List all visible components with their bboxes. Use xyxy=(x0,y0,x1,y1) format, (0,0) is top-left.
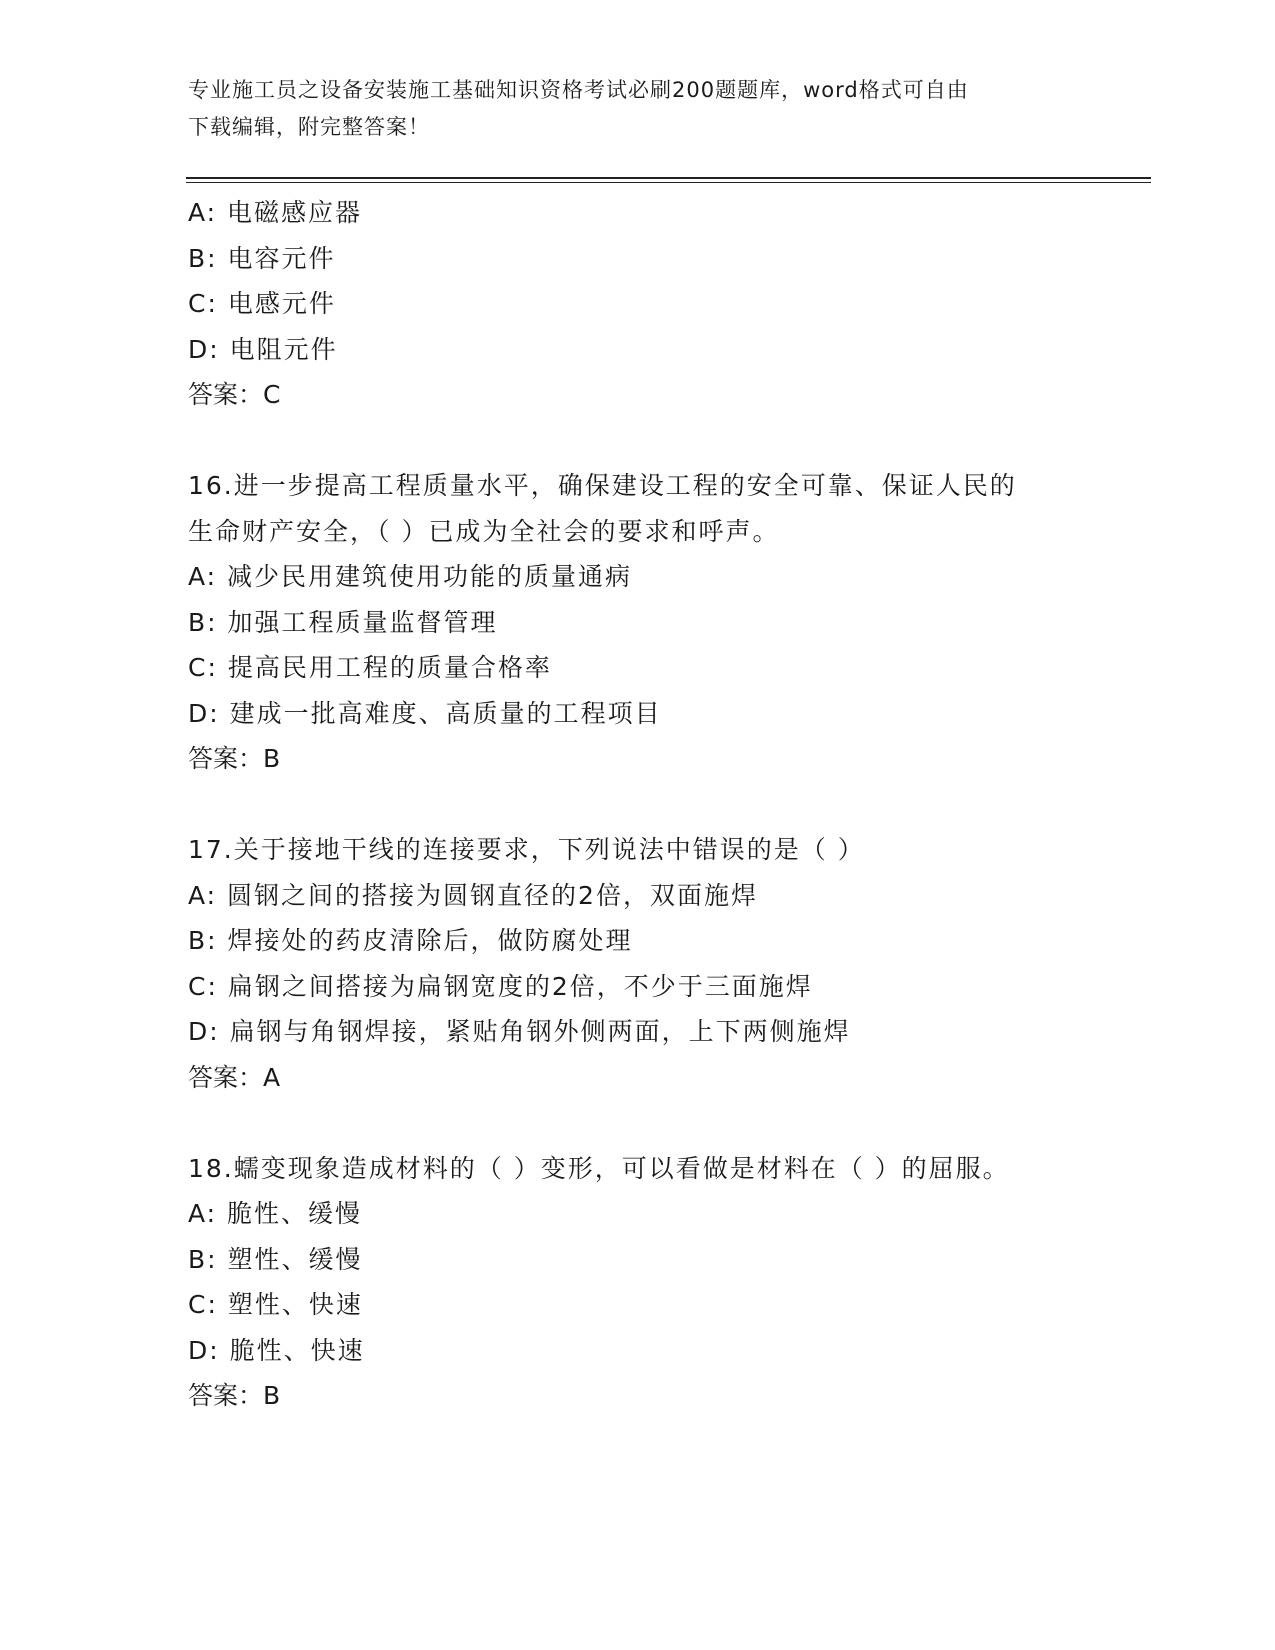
option-c: C: 塑性、快速 xyxy=(188,1290,363,1319)
option-b: B: 加强工程质量监督管理 xyxy=(188,607,498,637)
option-c: C: 提高民用工程的质量合格率 xyxy=(188,653,552,682)
option-b: B: 电容元件 xyxy=(188,243,336,273)
spacer xyxy=(188,1100,1148,1146)
option-a: A: 脆性、缓慢 xyxy=(188,1199,363,1228)
header-line-1: 专业施工员之设备安装施工基础知识资格考试必刷200题题库，word格式可自由 xyxy=(188,78,969,102)
question-content xyxy=(188,190,1148,1419)
question-16 xyxy=(188,463,1148,782)
spacer xyxy=(188,418,1148,464)
option-b: B: 塑性、缓慢 xyxy=(188,1244,363,1274)
answer-line: 答案：B xyxy=(188,1381,281,1410)
answer-line: 答案：A xyxy=(188,1062,281,1092)
question-18 xyxy=(188,1146,1148,1419)
option-a: A: 减少民用建筑使用功能的质量通病 xyxy=(188,562,633,591)
question-stem-line-2: 生命财产安全，（ ）已成为全社会的要求和呼声。 xyxy=(188,516,780,546)
option-d: D: 电阻元件 xyxy=(188,334,338,364)
question-stem-line-1: 18.蠕变现象造成材料的（ ）变形，可以看做是材料在（ ）的屈服。 xyxy=(188,1153,1010,1183)
option-b: B: 焊接处的药皮清除后，做防腐处理 xyxy=(188,926,633,955)
question-17 xyxy=(188,827,1148,1100)
header-divider-thin xyxy=(186,182,1151,183)
answer-line: 答案：B xyxy=(188,744,281,773)
spacer xyxy=(188,782,1148,828)
question-15 xyxy=(188,190,1148,418)
option-a: A: 电磁感应器 xyxy=(188,198,363,227)
document-header xyxy=(188,72,1068,146)
header-divider-thick xyxy=(186,177,1151,179)
option-a: A: 圆钢之间的搭接为圆钢直径的2倍，双面施焊 xyxy=(188,880,758,910)
question-stem-line-1: 16.进一步提高工程质量水平，确保建设工程的安全可靠、保证人民的 xyxy=(188,471,1017,500)
option-d: D: 建成一批高难度、高质量的工程项目 xyxy=(188,698,662,728)
option-d: D: 扁钢与角钢焊接，紧贴角钢外侧两面，上下两侧施焊 xyxy=(188,1017,851,1046)
answer-line: 答案：C xyxy=(188,380,281,409)
option-c: C: 电感元件 xyxy=(188,289,336,318)
question-stem-line-1: 17.关于接地干线的连接要求，下列说法中错误的是（ ） xyxy=(188,835,865,864)
option-d: D: 脆性、快速 xyxy=(188,1335,365,1365)
option-c: C: 扁钢之间搭接为扁钢宽度的2倍，不少于三面施焊 xyxy=(188,971,813,1001)
header-line-2: 下载编辑，附完整答案！ xyxy=(188,115,430,139)
